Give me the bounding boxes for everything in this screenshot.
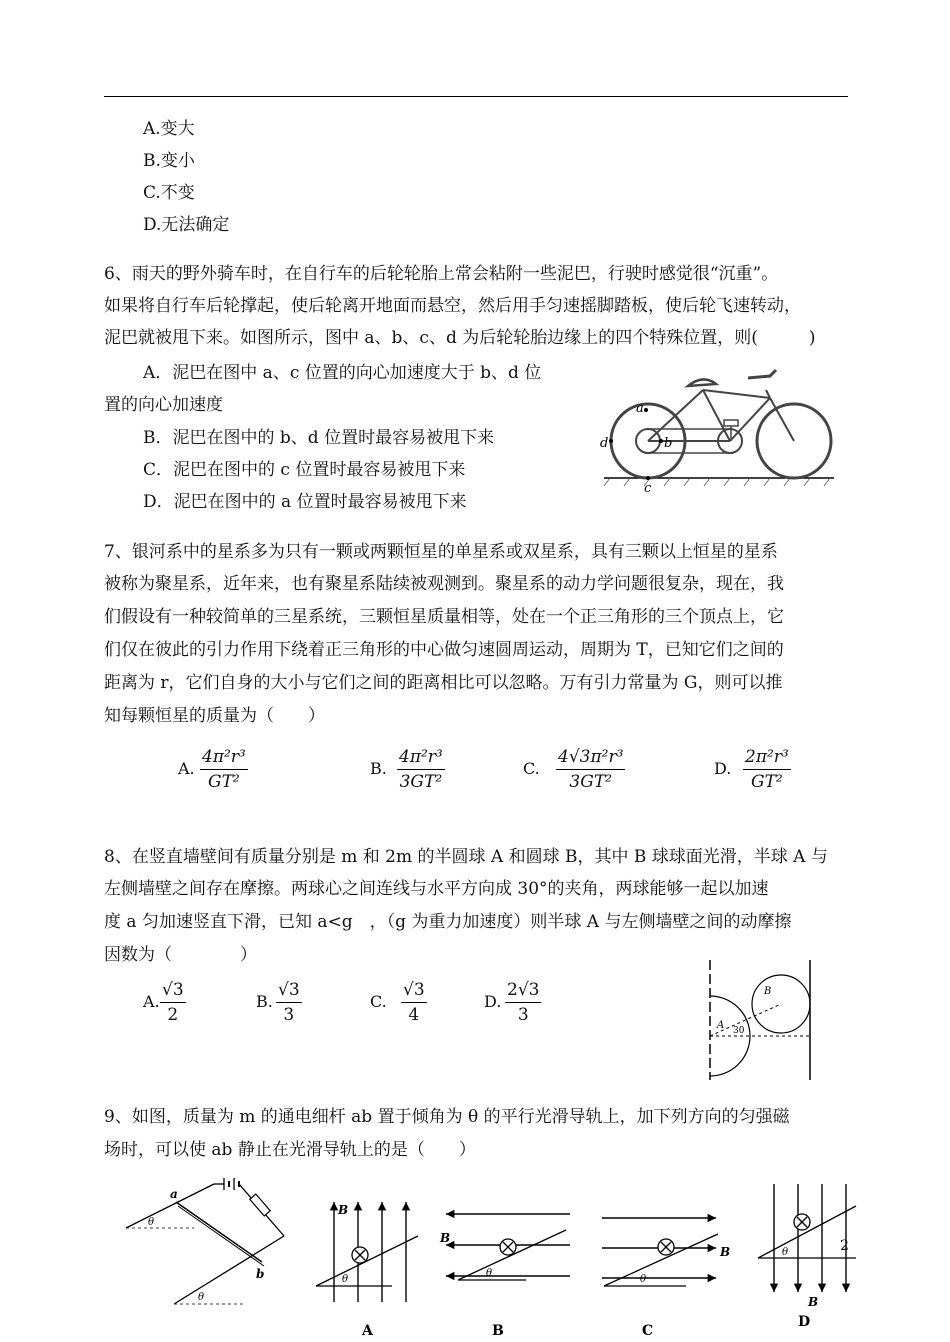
- spheres-walls-figure: [700, 960, 820, 1082]
- sphere-label-a: A: [717, 1020, 725, 1031]
- q7-stem-line-2: 被称为聚星系，近年来，也有聚星系陆续被观测到。聚星系的动力学问题很复杂，现在，我: [104, 574, 784, 594]
- q5-option-c[interactable]: C.不变: [143, 183, 195, 203]
- q8-option-c-label[interactable]: C.: [370, 992, 387, 1011]
- q6-stem-line-3: 泥巴就被甩下来。如图所示，图中 a、b、c、d 为后轮轮胎边缘上的四个特殊位置，则( ): [104, 328, 816, 348]
- panel-c-figure: [596, 1190, 736, 1338]
- q7-option-a-fraction[interactable]: [200, 745, 248, 794]
- panel-a-field-label: B: [338, 1203, 349, 1217]
- q8-option-b-fraction[interactable]: [276, 978, 302, 1027]
- q5-option-a[interactable]: A.变大: [143, 119, 195, 139]
- q8-option-a-fraction[interactable]: [160, 978, 186, 1027]
- panel-d-figure: [756, 1180, 866, 1330]
- bike-label-d: d: [600, 436, 609, 451]
- panel-b-field-label: B: [440, 1231, 451, 1245]
- q7-option-a-label[interactable]: A.: [178, 759, 195, 778]
- bike-label-b: b: [664, 436, 673, 451]
- panel-b-figure: [436, 1190, 576, 1338]
- panel-b-label: B: [492, 1323, 504, 1339]
- theta-label-bottom: θ: [198, 1292, 205, 1303]
- panel-c-theta: θ: [640, 1274, 647, 1285]
- q8-option-c-numerator: √3: [401, 978, 427, 1003]
- q7-option-c-numerator: 4√3π²r³: [556, 745, 625, 770]
- panel-d-extra-label: 2: [840, 1238, 849, 1254]
- q7-stem-line-1: 7、银河系中的星系多为只有一颗或两颗恒星的单星系或双星系，具有三颗以上恒星的星系: [104, 542, 778, 562]
- q8-stem-line-3: 度 a 匀加速竖直下滑，已知 a<g ，（g 为重力加速度）则半球 A 与左侧墙壁之间的动摩擦: [104, 912, 792, 932]
- q7-option-b-numerator: 4π²r³: [397, 745, 445, 770]
- header-rule: [104, 96, 848, 97]
- q7-stem-line-5: 距离为 r，它们自身的大小与它们之间的距离相比可以忽略。万有引力常量为 G，则可以推: [104, 673, 783, 693]
- q6-option-a-line-2[interactable]: 置的向心加速度: [104, 395, 223, 415]
- panel-a-theta: θ: [342, 1274, 349, 1285]
- q8-option-a-label[interactable]: A.: [143, 992, 160, 1011]
- rails-circuit-figure: [124, 1180, 304, 1310]
- q9-stem-line-1: 9、如图，质量为 m 的通电细杆 ab 置于倾角为 θ 的平行光滑导轨上，加下列方向的匀强磁: [104, 1107, 790, 1127]
- q8-option-d-fraction[interactable]: [505, 978, 541, 1027]
- bicycle-figure: [598, 368, 838, 498]
- q5-option-d[interactable]: D.无法确定: [143, 215, 230, 235]
- q6-option-b[interactable]: B．泥巴在图中的 b、d 位置时最容易被甩下来: [143, 428, 495, 448]
- q7-option-a-numerator: 4π²r³: [200, 745, 248, 770]
- q6-option-c[interactable]: C．泥巴在图中的 c 位置时最容易被甩下来: [143, 460, 466, 480]
- bike-label-c: c: [644, 481, 652, 496]
- panel-a-figure: [312, 1190, 422, 1338]
- q7-stem-line-3: 们假设有一种较简单的三星系统，三颗恒星质量相等，处在一个正三角形的三个顶点上，它: [104, 607, 784, 627]
- q8-option-b-denominator: 3: [283, 1005, 295, 1025]
- q6-stem-line-1: 6、雨天的野外骑车时，在自行车的后轮轮胎上常会粘附一些泥巴，行驶时感觉很“沉重”。: [104, 264, 779, 284]
- panel-c-field-label: B: [720, 1245, 731, 1259]
- q8-stem-line-4: 因数为（ ）: [104, 945, 257, 965]
- q9-stem-line-2: 场时，可以使 ab 静止在光滑导轨上的是（ ）: [104, 1140, 476, 1160]
- panel-b-theta: θ: [486, 1268, 493, 1279]
- q8-option-a-denominator: 2: [167, 1005, 179, 1025]
- q7-option-c-fraction[interactable]: [556, 745, 625, 794]
- rail-label-a: a: [170, 1187, 178, 1201]
- q7-stem-line-6: 知每颗恒星的质量为（ ）: [104, 706, 325, 726]
- q7-option-a-denominator: GT²: [208, 772, 240, 792]
- q7-stem-line-4: 们仅在彼此的引力作用下绕着正三角形的中心做匀速圆周运动，周期为 T，已知它们之间的: [104, 640, 784, 660]
- panel-d-theta: θ: [782, 1247, 789, 1258]
- q7-option-d-denominator: GT²: [751, 772, 783, 792]
- bike-label-a: a: [636, 401, 644, 416]
- q8-option-d-numerator: 2√3: [505, 978, 541, 1003]
- q7-option-d-numerator: 2π²r³: [743, 745, 791, 770]
- panel-d-field-label: B: [808, 1295, 819, 1309]
- sphere-label-b: B: [764, 986, 772, 997]
- q5-option-b[interactable]: B.变小: [143, 151, 195, 171]
- q8-option-c-fraction[interactable]: [401, 978, 427, 1027]
- theta-label-top: θ: [148, 1217, 155, 1228]
- q7-option-b-label[interactable]: B.: [370, 759, 387, 778]
- q8-option-d-label[interactable]: D.: [484, 992, 502, 1011]
- q7-option-b-fraction[interactable]: [397, 745, 445, 794]
- q6-stem-line-2: 如果将自行车后轮撑起，使后轮离开地面而悬空，然后用手匀速摇脚踏板，使后轮飞速转动，: [104, 296, 801, 316]
- q8-option-d-denominator: 3: [517, 1005, 529, 1025]
- q8-stem-line-2: 左侧墙壁之间存在摩擦。两球心之间连线与水平方向成 30°的夹角，两球能够一起以加速: [104, 879, 769, 899]
- q7-option-b-denominator: 3GT²: [399, 772, 443, 792]
- q6-option-d[interactable]: D．泥巴在图中的 a 位置时最容易被甩下来: [143, 492, 467, 512]
- panel-a-label: A: [362, 1323, 373, 1339]
- q7-option-d-label[interactable]: D.: [714, 759, 732, 778]
- q8-stem-line-1: 8、在竖直墙壁间有质量分别是 m 和 2m 的半圆球 A 和圆球 B，其中 B 球球面光滑，半球 A 与: [104, 847, 828, 867]
- q8-option-b-numerator: √3: [276, 978, 302, 1003]
- panel-c-label: C: [642, 1323, 654, 1339]
- panel-d-label: D: [798, 1314, 811, 1330]
- q8-option-a-numerator: √3: [160, 978, 186, 1003]
- rail-label-b: b: [256, 1267, 265, 1281]
- q6-option-a-line-1[interactable]: A．泥巴在图中 a、c 位置的向心加速度大于 b、d 位: [143, 363, 542, 383]
- q7-option-c-denominator: 3GT²: [569, 772, 612, 792]
- angle-label: 30: [733, 1026, 745, 1036]
- q7-option-d-fraction[interactable]: [743, 745, 791, 794]
- q8-option-b-label[interactable]: B.: [256, 992, 273, 1011]
- q8-option-c-denominator: 4: [408, 1005, 420, 1025]
- q7-option-c-label[interactable]: C.: [523, 759, 540, 778]
